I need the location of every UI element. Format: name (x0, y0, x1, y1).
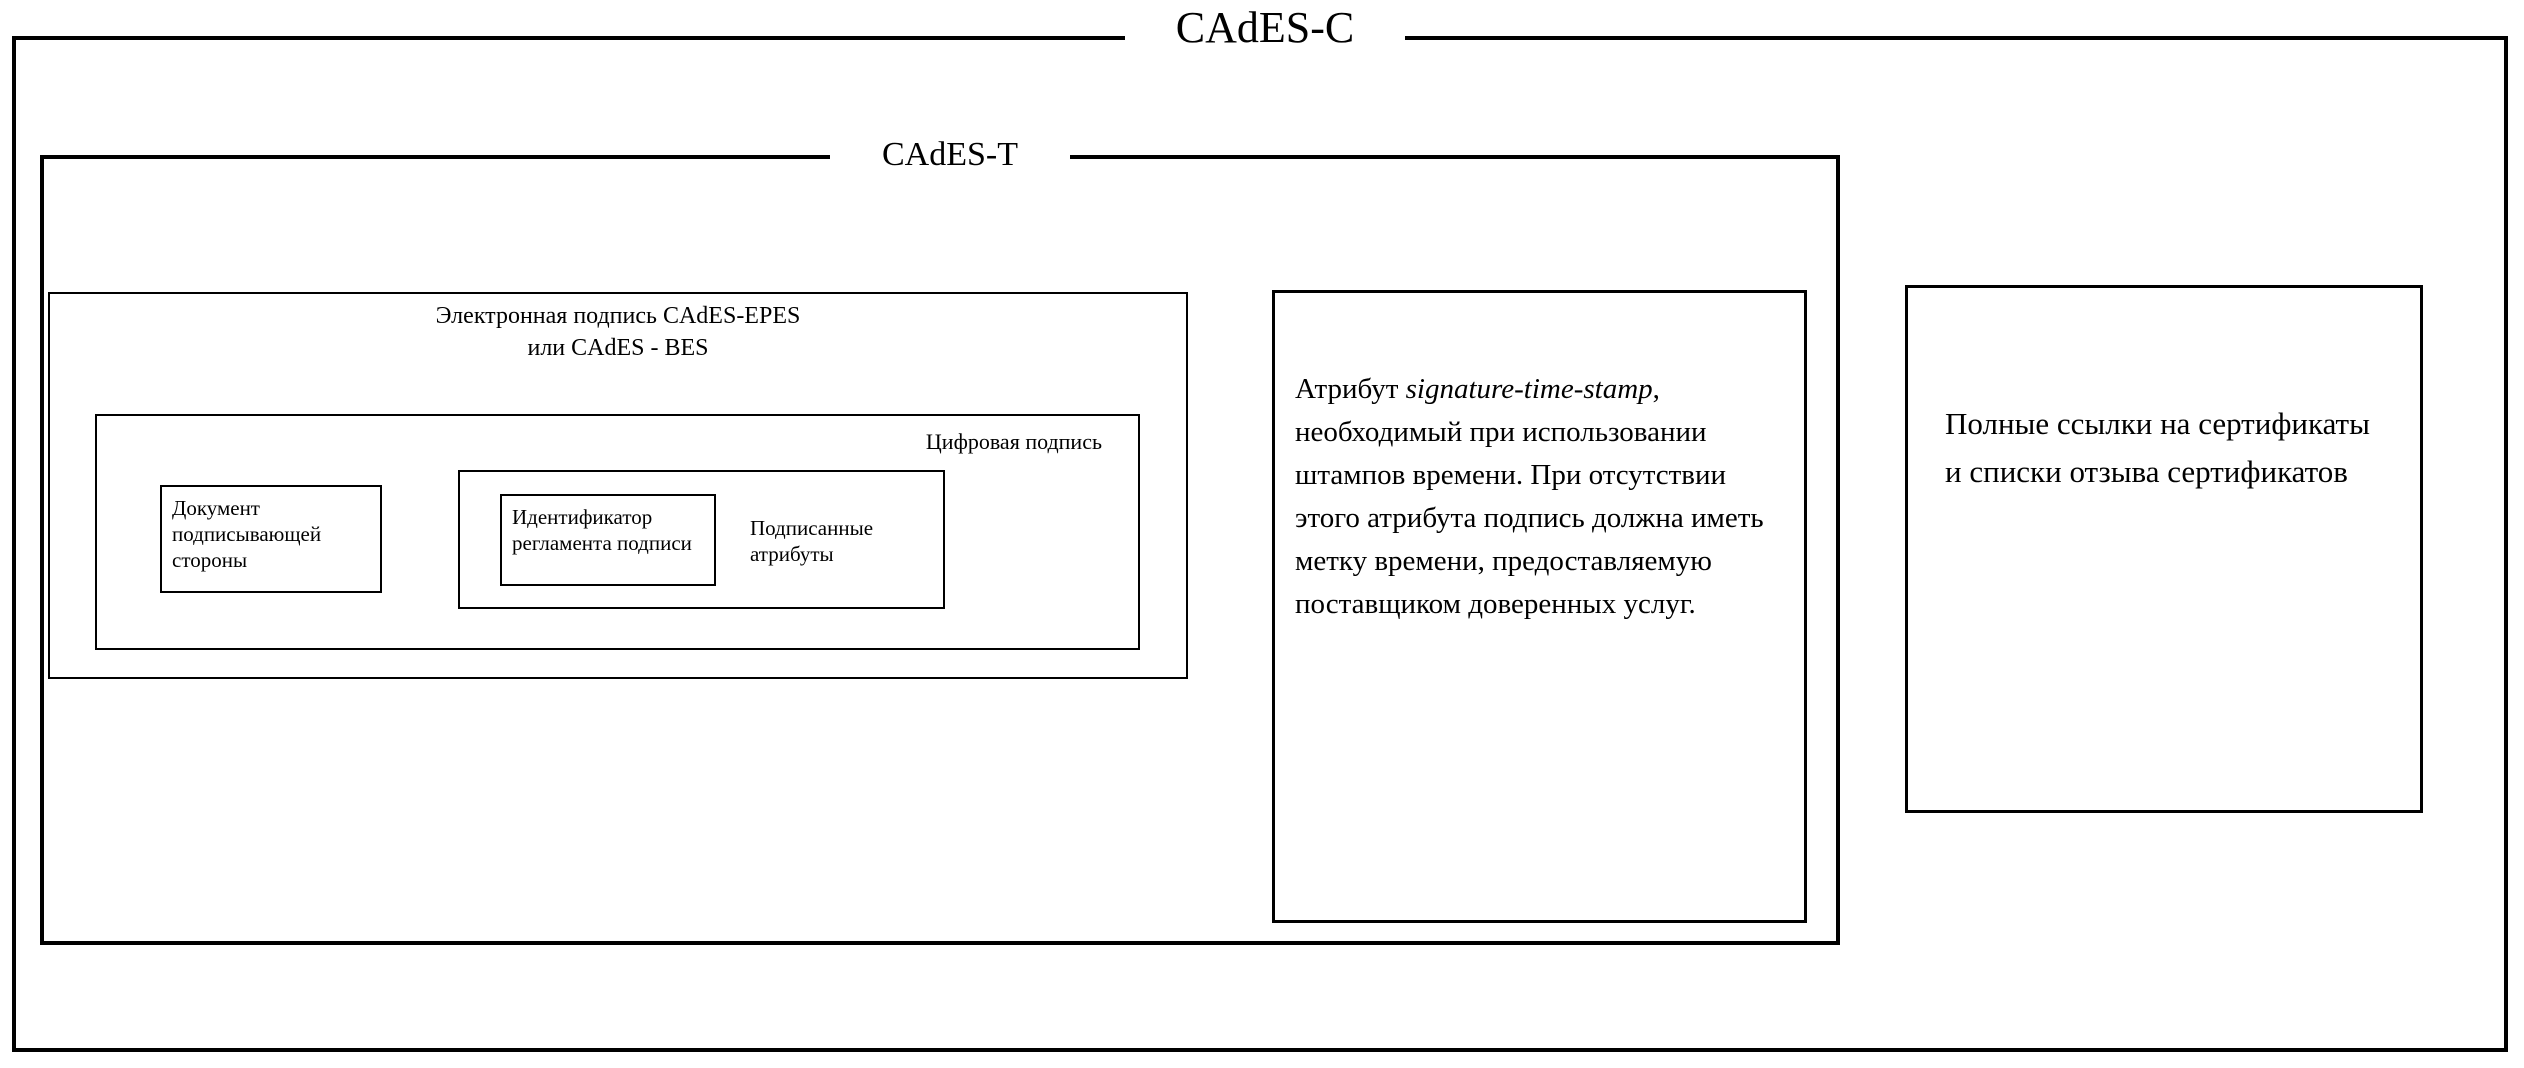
cades-epes-title-line1: Электронная подпись CAdES-EPES (435, 303, 801, 329)
digital-signature-label: Цифровая подпись (925, 429, 1102, 454)
cades-epes-title-line2: или CAdES - BES (527, 335, 709, 361)
complete-references-label: Полные ссылки на сертификаты и списки отзыва сертификатов (1945, 406, 2370, 489)
timestamp-text-after: , необходимый при использовании штампов времени. При отсутствии этого атрибута подпись должна иметь метку времени, предоставляемую поставщиком доверенных услуг. (1295, 373, 1764, 620)
cades-t-title: CAdES-T (830, 133, 1070, 177)
signature-time-stamp-description (1295, 368, 1795, 626)
complete-references-container (1905, 285, 2423, 813)
timestamp-attribute-name: signature-time-stamp (1405, 373, 1653, 405)
timestamp-text-before: Атрибут (1295, 373, 1406, 405)
cades-epes-title (58, 292, 1178, 364)
signature-policy-identifier-box: Идентификатор регламента подписи (500, 494, 716, 586)
cades-c-title: CAdES-C (1125, 0, 1405, 56)
signed-attributes-label: Подписанные атрибуты (750, 516, 874, 566)
signer-document-box: Документ подписывающей стороны (160, 485, 382, 593)
